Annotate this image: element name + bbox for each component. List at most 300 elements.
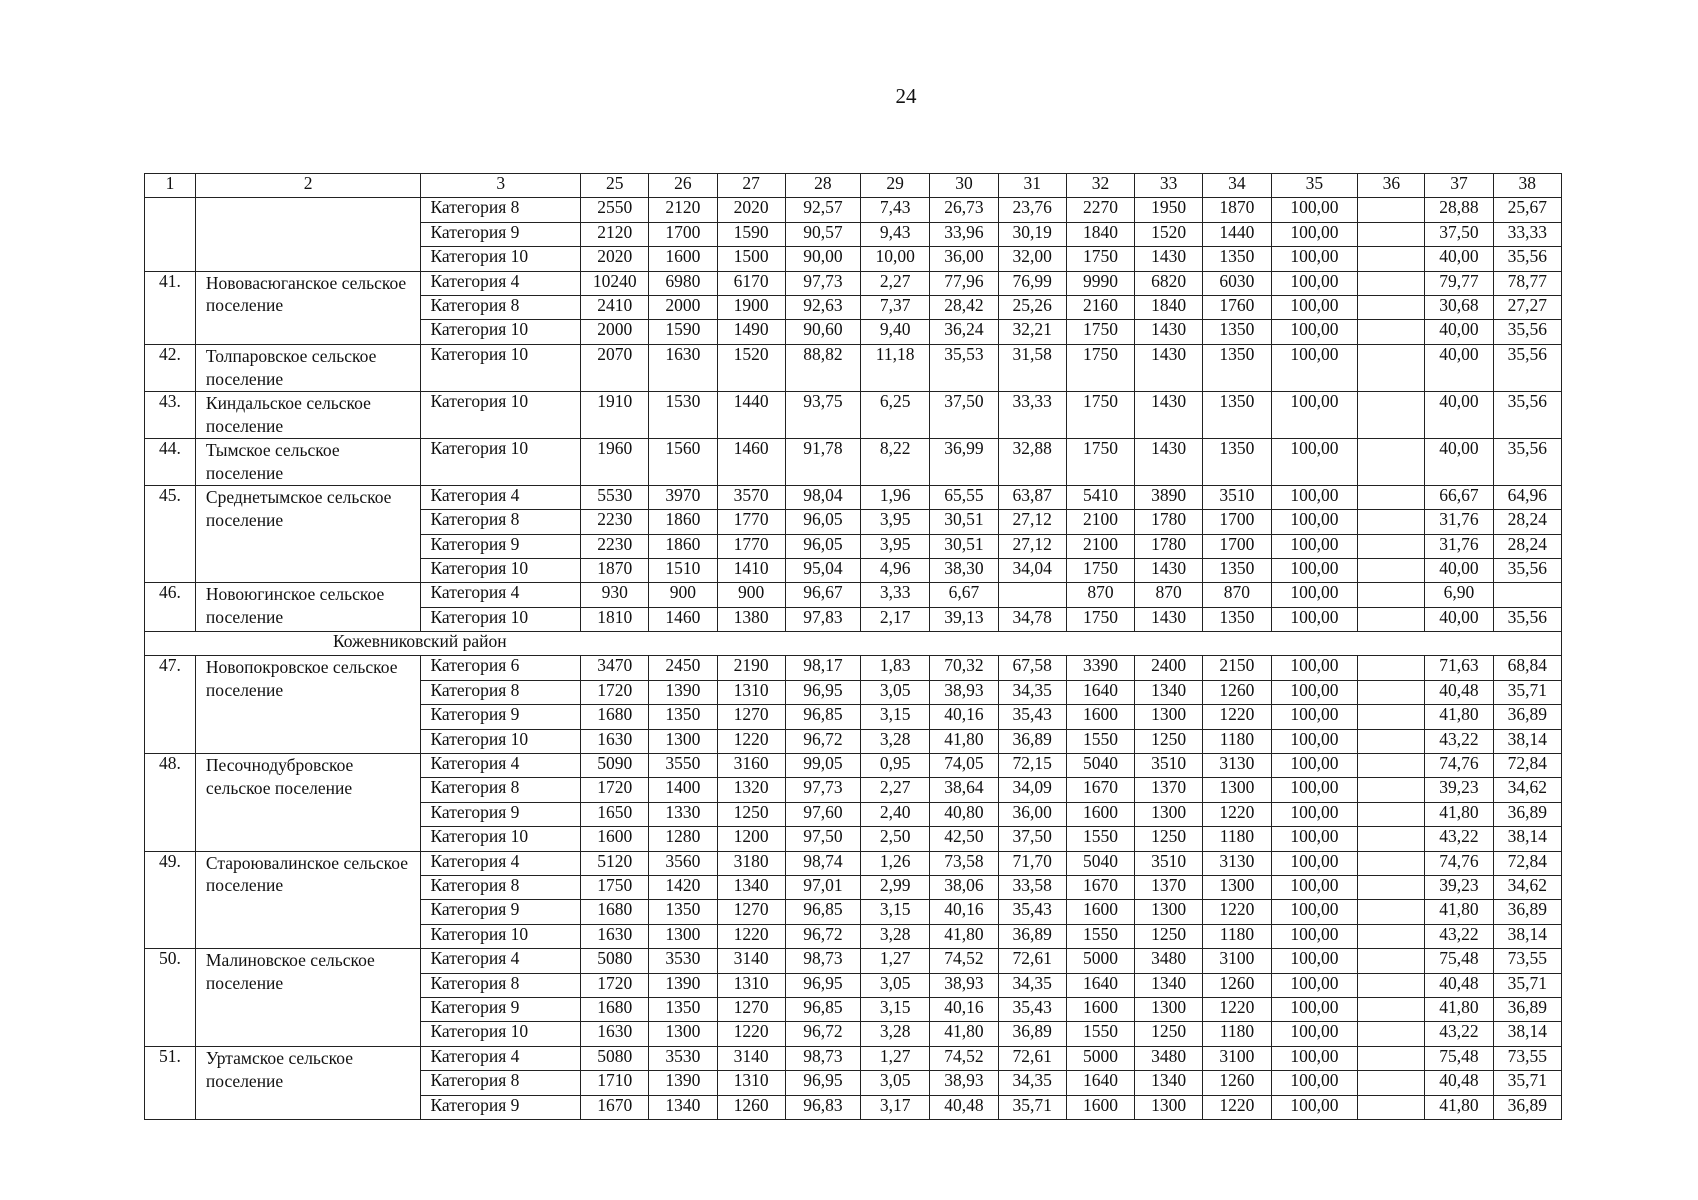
value-cell: 33,33 [998,391,1066,438]
value-cell: 100,00 [1271,247,1358,271]
value-cell: 43,22 [1425,924,1493,948]
value-cell: 36,89 [1493,1095,1561,1119]
value-cell: 92,57 [785,198,860,222]
value-cell: 3970 [649,485,717,509]
value-cell: 41,80 [1425,1095,1493,1119]
value-cell: 1560 [649,438,717,485]
value-cell: 1780 [1135,534,1203,558]
value-cell: 36,89 [998,924,1066,948]
category-cell: Категория 8 [421,973,581,997]
value-cell [1358,827,1425,851]
value-cell: 28,24 [1493,510,1561,534]
value-cell: 96,72 [785,1022,860,1046]
value-cell: 2410 [581,295,649,319]
value-cell: 1750 [1066,247,1134,271]
value-cell: 100,00 [1271,558,1358,582]
value-cell: 90,60 [785,320,860,344]
value-cell: 2120 [581,222,649,246]
value-cell: 96,85 [785,997,860,1021]
value-cell: 100,00 [1271,680,1358,704]
value-cell: 1750 [1066,438,1134,485]
value-cell: 1720 [581,778,649,802]
value-cell: 1180 [1203,729,1271,753]
value-cell: 1440 [717,391,785,438]
value-cell: 1350 [1203,247,1271,271]
value-cell: 1310 [717,680,785,704]
category-cell: Категория 10 [421,391,581,438]
value-cell: 34,62 [1493,875,1561,899]
value-cell [1358,485,1425,509]
value-cell [1358,222,1425,246]
value-cell [1358,1022,1425,1046]
value-cell: 1250 [717,802,785,826]
value-cell: 43,22 [1425,729,1493,753]
value-cell: 28,88 [1425,198,1493,222]
column-header: 35 [1271,174,1358,198]
value-cell: 2000 [581,320,649,344]
value-cell: 27,27 [1493,295,1561,319]
value-cell: 97,01 [785,875,860,899]
category-cell: Категория 8 [421,875,581,899]
value-cell: 100,00 [1271,1022,1358,1046]
value-cell: 1430 [1135,320,1203,344]
value-cell: 96,72 [785,924,860,948]
value-cell: 37,50 [930,391,998,438]
value-cell: 36,89 [1493,997,1561,1021]
value-cell: 34,78 [998,607,1066,631]
value-cell: 1220 [1203,705,1271,729]
value-cell: 28,42 [930,295,998,319]
value-cell: 2070 [581,344,649,391]
column-header: 2 [195,174,421,198]
value-cell: 35,56 [1493,247,1561,271]
value-cell: 1370 [1135,778,1203,802]
value-cell: 90,00 [785,247,860,271]
value-cell: 1300 [1203,778,1271,802]
value-cell: 1260 [1203,680,1271,704]
value-cell: 1640 [1066,680,1134,704]
value-cell: 93,75 [785,391,860,438]
table-row [145,656,1562,680]
value-cell: 1350 [649,705,717,729]
value-cell: 1340 [717,875,785,899]
value-cell: 1300 [1203,875,1271,899]
value-cell: 41,80 [930,924,998,948]
value-cell: 5000 [1066,1046,1134,1070]
value-cell: 100,00 [1271,705,1358,729]
value-cell: 1250 [1135,827,1203,851]
value-cell: 3,28 [860,924,929,948]
category-cell: Категория 4 [421,583,581,607]
column-header: 34 [1203,174,1271,198]
value-cell: 5080 [581,949,649,973]
category-cell: Категория 9 [421,900,581,924]
value-cell: 1680 [581,997,649,1021]
settlement-number: 49. [145,851,196,949]
value-cell: 40,00 [1425,558,1493,582]
value-cell: 1260 [1203,1071,1271,1095]
value-cell: 74,52 [930,949,998,973]
value-cell: 1340 [1135,973,1203,997]
value-cell: 35,56 [1493,391,1561,438]
value-cell: 2230 [581,510,649,534]
column-header: 3 [421,174,581,198]
value-cell: 38,14 [1493,827,1561,851]
value-cell: 1,27 [860,1046,929,1070]
value-cell: 100,00 [1271,1046,1358,1070]
value-cell: 2190 [717,656,785,680]
value-cell: 1600 [1066,705,1134,729]
value-cell: 40,00 [1425,607,1493,631]
value-cell: 1270 [717,997,785,1021]
value-cell: 36,89 [1493,705,1561,729]
value-cell [1358,851,1425,875]
value-cell: 1180 [1203,827,1271,851]
value-cell: 100,00 [1271,534,1358,558]
value-cell [1358,510,1425,534]
column-header: 27 [717,174,785,198]
value-cell: 1760 [1203,295,1271,319]
value-cell: 3,15 [860,997,929,1021]
value-cell: 5040 [1066,851,1134,875]
value-cell: 35,56 [1493,438,1561,485]
value-cell: 35,71 [1493,680,1561,704]
value-cell: 34,35 [998,680,1066,704]
value-cell: 100,00 [1271,1095,1358,1119]
value-cell: 1390 [649,1071,717,1095]
value-cell: 100,00 [1271,1071,1358,1095]
value-cell: 43,22 [1425,827,1493,851]
value-cell: 40,16 [930,900,998,924]
value-cell: 1860 [649,534,717,558]
value-cell: 100,00 [1271,656,1358,680]
value-cell: 1220 [1203,1095,1271,1119]
value-cell: 2450 [649,656,717,680]
value-cell: 2,27 [860,778,929,802]
value-cell: 30,68 [1425,295,1493,319]
value-cell: 96,85 [785,900,860,924]
value-cell: 73,55 [1493,1046,1561,1070]
value-cell: 1630 [649,344,717,391]
value-cell: 40,80 [930,802,998,826]
column-header: 29 [860,174,929,198]
value-cell [1358,924,1425,948]
value-cell: 4,96 [860,558,929,582]
value-cell: 32,88 [998,438,1066,485]
value-cell: 1220 [1203,997,1271,1021]
value-cell: 1380 [717,607,785,631]
value-cell: 1270 [717,705,785,729]
value-cell: 1840 [1066,222,1134,246]
value-cell: 1260 [717,1095,785,1119]
value-cell: 1700 [649,222,717,246]
value-cell: 900 [717,583,785,607]
category-cell: Категория 9 [421,802,581,826]
value-cell: 74,76 [1425,851,1493,875]
value-cell: 1250 [1135,924,1203,948]
value-cell: 1860 [649,510,717,534]
value-cell: 36,99 [930,438,998,485]
settlement-number: 46. [145,583,196,632]
category-cell: Категория 9 [421,705,581,729]
value-cell: 95,04 [785,558,860,582]
value-cell: 79,77 [1425,271,1493,295]
value-cell: 65,55 [930,485,998,509]
category-cell: Категория 9 [421,997,581,1021]
value-cell: 37,50 [1425,222,1493,246]
value-cell: 1770 [717,510,785,534]
value-cell: 92,63 [785,295,860,319]
value-cell: 2100 [1066,534,1134,558]
value-cell: 100,00 [1271,924,1358,948]
value-cell: 98,04 [785,485,860,509]
value-cell: 1750 [1066,558,1134,582]
category-cell: Категория 8 [421,778,581,802]
value-cell: 39,13 [930,607,998,631]
value-cell: 73,58 [930,851,998,875]
value-cell: 2,99 [860,875,929,899]
value-cell: 74,05 [930,754,998,778]
value-cell: 40,00 [1425,320,1493,344]
value-cell: 100,00 [1271,438,1358,485]
value-cell: 6820 [1135,271,1203,295]
value-cell: 2400 [1135,656,1203,680]
value-cell: 100,00 [1271,198,1358,222]
value-cell: 1350 [1203,607,1271,631]
value-cell: 1310 [717,973,785,997]
value-cell [1358,680,1425,704]
value-cell: 100,00 [1271,778,1358,802]
value-cell: 31,58 [998,344,1066,391]
category-cell: Категория 10 [421,729,581,753]
table-row [145,391,1562,438]
settlement-number: 42. [145,344,196,391]
category-cell: Категория 10 [421,827,581,851]
value-cell: 3140 [717,949,785,973]
value-cell: 1300 [649,1022,717,1046]
value-cell [1358,1071,1425,1095]
value-cell: 34,09 [998,778,1066,802]
value-cell: 40,48 [1425,973,1493,997]
column-header: 28 [785,174,860,198]
value-cell: 1630 [581,924,649,948]
value-cell: 35,43 [998,900,1066,924]
value-cell [1358,778,1425,802]
settlement-number: 47. [145,656,196,754]
value-cell: 74,76 [1425,754,1493,778]
value-cell: 1220 [717,1022,785,1046]
value-cell: 41,80 [1425,997,1493,1021]
value-cell: 97,60 [785,802,860,826]
column-header: 37 [1425,174,1493,198]
value-cell: 64,96 [1493,485,1561,509]
value-cell [1358,344,1425,391]
value-cell: 1350 [1203,320,1271,344]
value-cell: 5530 [581,485,649,509]
value-cell: 3,33 [860,583,929,607]
value-cell: 1300 [649,924,717,948]
value-cell: 73,55 [1493,949,1561,973]
category-cell: Категория 9 [421,1095,581,1119]
category-cell: Категория 8 [421,198,581,222]
settlement-name: Тымское сельское поселение [195,438,421,485]
value-cell: 3,95 [860,534,929,558]
value-cell: 38,64 [930,778,998,802]
value-cell: 1630 [581,1022,649,1046]
settlement-number: 44. [145,438,196,485]
value-cell: 71,70 [998,851,1066,875]
value-cell: 98,73 [785,949,860,973]
value-cell: 74,52 [930,1046,998,1070]
settlement-name: Песочнодубровское сельское поселение [195,754,421,852]
value-cell: 1430 [1135,344,1203,391]
value-cell: 1350 [649,900,717,924]
value-cell: 1770 [717,534,785,558]
value-cell: 3130 [1203,851,1271,875]
value-cell: 1280 [649,827,717,851]
value-cell: 9,43 [860,222,929,246]
value-cell: 35,71 [1493,1071,1561,1095]
value-cell: 7,37 [860,295,929,319]
table-row [145,1046,1562,1070]
value-cell: 1750 [1066,344,1134,391]
settlement-name: Староювалинское сельское поселение [195,851,421,949]
category-cell: Категория 10 [421,247,581,271]
value-cell: 2020 [717,198,785,222]
value-cell: 1340 [1135,680,1203,704]
value-cell: 33,96 [930,222,998,246]
value-cell: 1520 [717,344,785,391]
value-cell: 6,90 [1425,583,1493,607]
value-cell: 1600 [581,827,649,851]
value-cell: 1,96 [860,485,929,509]
value-cell: 1750 [1066,607,1134,631]
value-cell: 1680 [581,900,649,924]
value-cell: 96,05 [785,510,860,534]
value-cell: 1710 [581,1071,649,1095]
value-cell: 40,00 [1425,438,1493,485]
value-cell: 41,80 [930,1022,998,1046]
value-cell: 3100 [1203,1046,1271,1070]
value-cell: 1720 [581,973,649,997]
value-cell: 90,57 [785,222,860,246]
value-cell: 100,00 [1271,510,1358,534]
value-cell: 100,00 [1271,973,1358,997]
value-cell: 100,00 [1271,900,1358,924]
value-cell: 88,82 [785,344,860,391]
value-cell: 3,05 [860,1071,929,1095]
value-cell: 97,83 [785,607,860,631]
value-cell: 3470 [581,656,649,680]
value-cell: 33,58 [998,875,1066,899]
value-cell: 1390 [649,973,717,997]
district-title: Кожевниковский район [145,632,1562,656]
column-header: 38 [1493,174,1561,198]
value-cell: 32,21 [998,320,1066,344]
value-cell: 11,18 [860,344,929,391]
value-cell: 98,73 [785,1046,860,1070]
value-cell: 1220 [717,729,785,753]
value-cell: 38,14 [1493,729,1561,753]
value-cell: 27,12 [998,534,1066,558]
table-row [145,949,1562,973]
value-cell: 36,89 [998,729,1066,753]
value-cell: 96,05 [785,534,860,558]
value-cell: 1300 [1135,802,1203,826]
value-cell: 35,71 [1493,973,1561,997]
value-cell: 96,72 [785,729,860,753]
value-cell: 36,00 [930,247,998,271]
value-cell: 3550 [649,754,717,778]
value-cell: 40,16 [930,705,998,729]
value-cell [1358,558,1425,582]
value-cell: 1340 [1135,1071,1203,1095]
value-cell [1358,997,1425,1021]
value-cell: 67,58 [998,656,1066,680]
value-cell: 96,85 [785,705,860,729]
value-cell: 1270 [717,900,785,924]
category-cell: Категория 10 [421,924,581,948]
value-cell: 75,48 [1425,949,1493,973]
settlement-name: Толпаровское сельское поселение [195,344,421,391]
value-cell: 1440 [1203,222,1271,246]
value-cell: 2000 [649,295,717,319]
value-cell: 66,67 [1425,485,1493,509]
value-cell: 2,17 [860,607,929,631]
value-cell: 2100 [1066,510,1134,534]
value-cell: 1750 [1066,320,1134,344]
table-row [145,198,1562,222]
value-cell: 41,80 [930,729,998,753]
value-cell: 8,22 [860,438,929,485]
value-cell: 10240 [581,271,649,295]
value-cell: 96,95 [785,680,860,704]
value-cell: 6980 [649,271,717,295]
value-cell: 31,76 [1425,534,1493,558]
settlement-name [195,198,421,271]
value-cell: 63,87 [998,485,1066,509]
value-cell: 38,93 [930,680,998,704]
category-cell: Категория 10 [421,438,581,485]
value-cell: 1430 [1135,558,1203,582]
value-cell: 1550 [1066,1022,1134,1046]
category-cell: Категория 4 [421,1046,581,1070]
value-cell: 1,83 [860,656,929,680]
value-cell [1358,1095,1425,1119]
value-cell: 78,77 [1493,271,1561,295]
value-cell [1358,949,1425,973]
value-cell: 1720 [581,680,649,704]
value-cell: 77,96 [930,271,998,295]
value-cell: 1200 [717,827,785,851]
value-cell: 1430 [1135,391,1203,438]
value-cell: 41,80 [1425,802,1493,826]
value-cell: 1500 [717,247,785,271]
table-row [145,851,1562,875]
value-cell [1358,247,1425,271]
value-cell: 1350 [1203,558,1271,582]
value-cell: 100,00 [1271,583,1358,607]
value-cell: 1490 [717,320,785,344]
value-cell: 3,05 [860,973,929,997]
value-cell: 23,76 [998,198,1066,222]
value-cell: 100,00 [1271,391,1358,438]
value-cell: 0,95 [860,754,929,778]
column-header: 32 [1066,174,1134,198]
value-cell: 1,27 [860,949,929,973]
value-cell: 72,61 [998,949,1066,973]
value-cell: 3,15 [860,705,929,729]
